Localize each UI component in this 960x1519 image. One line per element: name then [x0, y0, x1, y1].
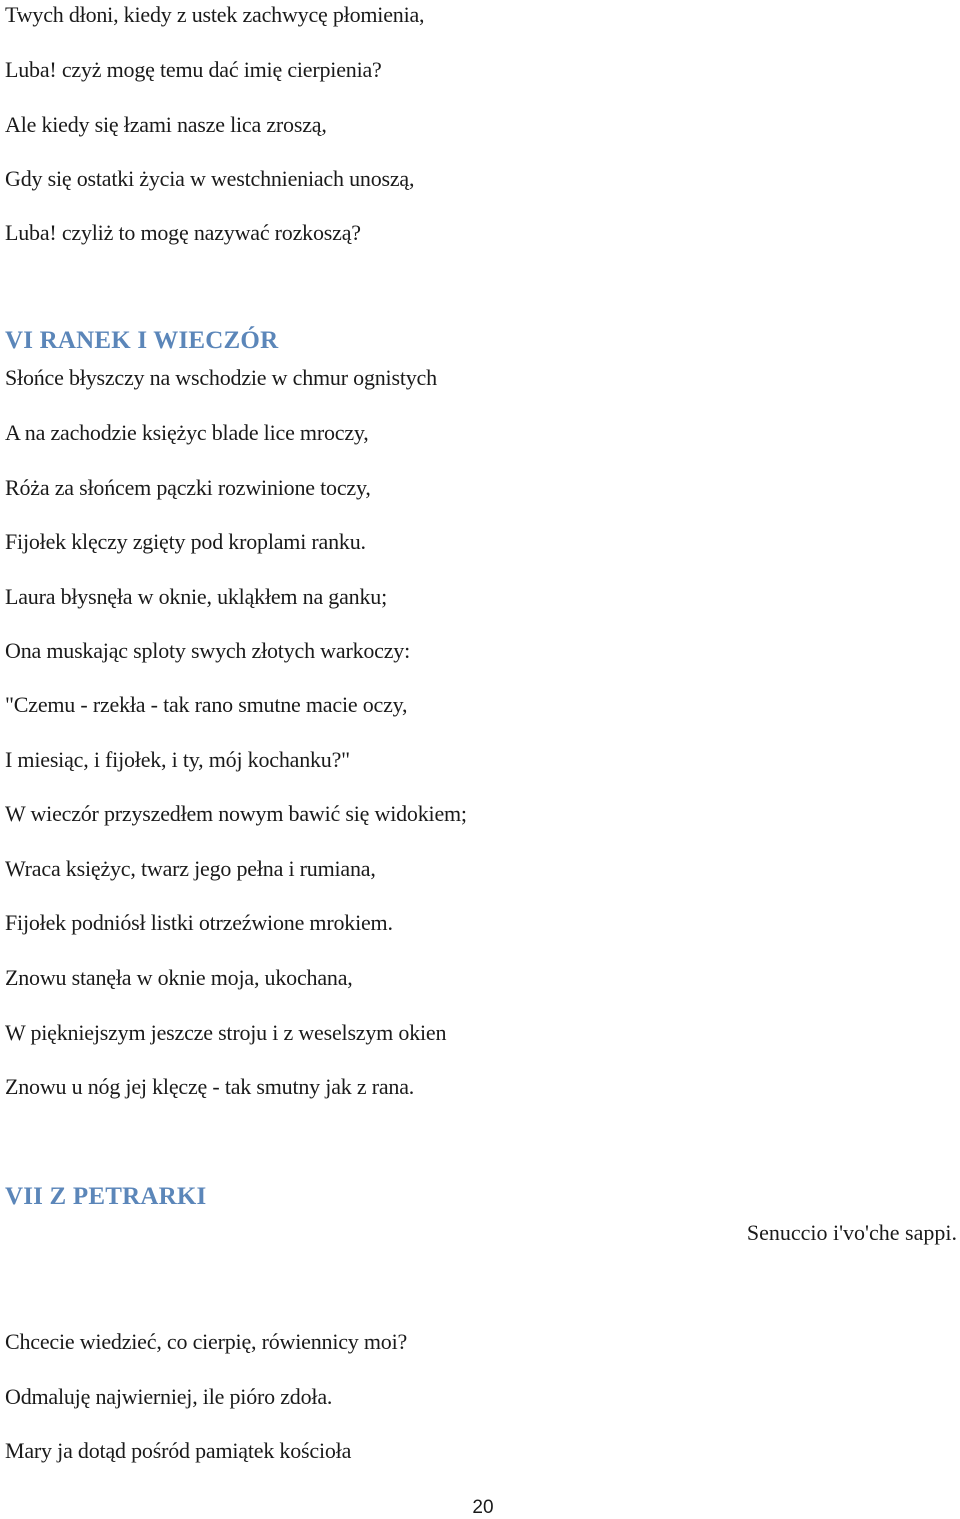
poem-line: Luba! czyż mogę temu dać imię cierpienia?	[5, 57, 382, 82]
poem-line: Ale kiedy się łzami nasze lica zroszą,	[5, 112, 327, 137]
poem-line: Znowu stanęła w oknie moja, ukochana,	[5, 965, 353, 990]
poem-line: Wraca księżyc, twarz jego pełna i rumiana,	[5, 856, 376, 881]
poem-line: W piękniejszym jeszcze stroju i z weselszym okien	[5, 1020, 447, 1045]
poem-line: Gdy się ostatki życia w westchnieniach unoszą,	[5, 166, 415, 191]
page-number: 20	[472, 1497, 494, 1518]
section-heading-vii: VII Z PETRARKI	[5, 1183, 207, 1210]
poem-line: W wieczór przyszedłem nowym bawić się widokiem;	[5, 801, 467, 826]
poem-line: A na zachodzie księżyc blade lice mroczy,	[5, 420, 369, 445]
poem-line: Twych dłoni, kiedy z ustek zachwycę płomienia,	[5, 2, 425, 27]
poem-line: Luba! czyliż to mogę nazywać rozkoszą?	[5, 220, 361, 245]
section-heading-vi: VI RANEK I WIECZÓR	[5, 327, 279, 354]
poem-line: I miesiąc, i fijołek, i ty, mój kochanku?"	[5, 747, 350, 772]
poem-line: Mary ja dotąd pośród pamiątek kościoła	[5, 1438, 352, 1463]
poem-line: Znowu u nóg jej klęczę - tak smutny jak z rana.	[5, 1074, 415, 1099]
poem-line: Laura błysnęła w oknie, ukląkłem na ganku;	[5, 584, 387, 609]
poem-line: Róża za słońcem pączki rozwinione toczy,	[5, 475, 371, 500]
poem-line: "Czemu - rzekła - tak rano smutne macie oczy,	[5, 692, 408, 717]
epigraph: Senuccio i'vo'che sappi.	[746, 1220, 957, 1245]
poem-line: Fijołek klęczy zgięty pod kroplami ranku.	[5, 529, 366, 554]
poem-line: Fijołek podniósł listki otrzeźwione mrokiem.	[5, 910, 393, 935]
poem-line: Odmaluję najwierniej, ile pióro zdoła.	[5, 1384, 333, 1409]
poem-line: Chcecie wiedzieć, co cierpię, rówiennicy moi?	[5, 1329, 408, 1354]
poem-line: Ona muskając sploty swych złotych warkoczy:	[5, 638, 411, 663]
poem-line: Słońce błyszczy na wschodzie w chmur ognistych	[5, 365, 437, 390]
